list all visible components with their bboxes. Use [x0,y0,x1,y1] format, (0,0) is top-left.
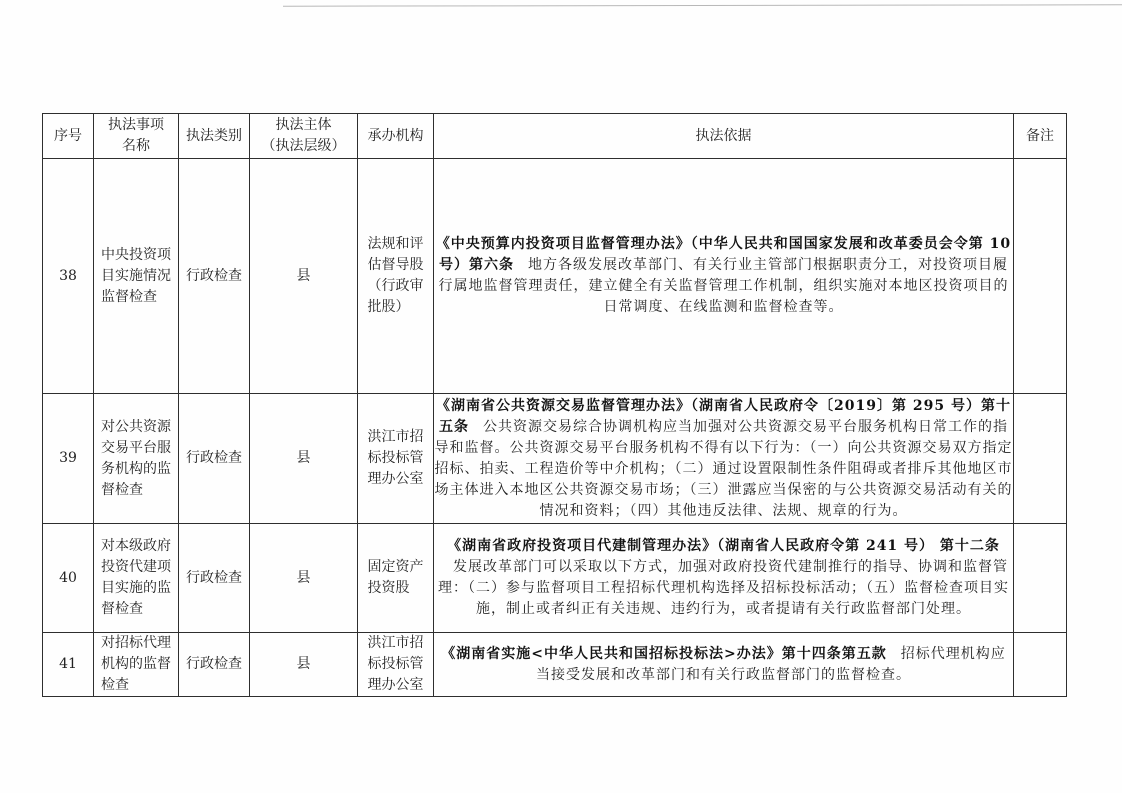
cell-basis [434,394,1014,524]
basis-law-text: 招标代理机构应当接受发展和改革部门和有关行政监督部门的监督检查。 [536,645,1006,683]
cell-agency [358,633,434,697]
cell-no: 41 [43,633,94,697]
basis-law-title: 《中央预算内投资项目监督管理办法》（中华人民共和国国家发展和改革委员会令第 10 号）第六条 [435,236,1012,273]
cell-remark [1014,524,1067,633]
header-category: 执法类别 [179,114,250,159]
header-basis: 执法依据 [434,114,1014,159]
cell-item-name [94,633,179,697]
table-row [43,524,1067,633]
basis-law-text: 公共资源交易综合协调机构应当加强对公共资源交易平台服务机构日常工作的指导和监督。公共资源交易平台服务机构不得有以下行为：（一）向公共资源交易双方指定招标、拍卖、工程造价等中介机构；（二）通过设置限制性条件阻碍或者排斥其他地区市场主体进入本地区公共资源交易市场；（三）泄露应当保密的与公共资源交易活动有关的情况和资料；（四）其他违反法律、法规、规章的行为。 [434,418,1013,519]
header-item-name-line-2: 名称 [122,138,150,154]
header-no: 序号 [43,114,94,159]
agency-text: 固定资产投资股 [367,559,424,596]
header-agency: 承办机构 [358,114,434,159]
cell-category: 行政检查 [179,159,250,394]
basis-law-title: 《湖南省政府投资项目代建制管理办法》（湖南省人民政府令第 241 号） 第十二条 [447,538,1000,554]
cell-agency [358,524,434,633]
table-header-row [43,114,1067,159]
header-item-name [94,114,179,159]
agency-text: 洪江市招标投标管理办公室 [367,429,424,487]
cell-level: 县 [250,524,358,633]
agency-text: 洪江市招标投标管理办公室 [367,635,424,693]
agency-text: 法规和评估督导股（行政审批股） [367,236,424,315]
table-row [43,394,1067,524]
cell-remark [1014,159,1067,394]
cell-item-name [94,159,179,394]
header-subject-line-1: 执法主体 [275,117,332,133]
cell-category: 行政检查 [179,633,250,697]
cell-level: 县 [250,159,358,394]
cell-no: 39 [43,394,94,524]
scan-edge-line [283,4,1122,6]
cell-category: 行政检查 [179,394,250,524]
cell-category: 行政检查 [179,524,250,633]
cell-basis [434,524,1014,633]
table-row [43,159,1067,394]
cell-no: 40 [43,524,94,633]
cell-basis [434,633,1014,697]
cell-item-name [94,394,179,524]
header-remark: 备注 [1014,114,1067,159]
item-name-text: 对招标代理机构的监督检查 [101,635,171,693]
enforcement-table [42,113,1067,697]
cell-level: 县 [250,394,358,524]
cell-item-name [94,524,179,633]
basis-law-text: 发展改革部门可以采取以下方式，加强对政府投资代建制推行的指导、协调和监督管理：（二）参与监督项目工程招标代理机构选择及招标投标活动；（五）监督检查项目实施，制止或者纠正有关违规、违约行为，或者提请有关行政监督部门处理。 [438,559,1009,617]
basis-law-title: 《湖南省实施<中华人民共和国招标投标法>办法》第十四条第五款 [441,645,887,662]
header-item-name-line-1: 执法事项 [108,117,164,133]
header-subject-line-2: （执法层级） [261,138,346,154]
basis-law-title: 《湖南省公共资源交易监督管理办法》（湖南省人民政府令〔2019〕第 295 号）第十五条 [436,397,1011,435]
cell-level: 县 [250,633,358,697]
cell-basis [434,159,1014,394]
table-row [43,633,1067,697]
cell-remark [1014,394,1067,524]
cell-agency [358,394,434,524]
cell-agency [358,159,434,394]
item-name-text: 对本级政府投资代建项目实施的监督检查 [101,538,171,617]
item-name-text: 对公共资源交易平台服务机构的监督检查 [101,418,171,498]
header-subject [250,114,358,159]
cell-remark [1014,633,1067,697]
basis-law-text: 地方各级发展改革部门、有关行业主管部门根据职责分工，对投资项目履行属地监督管理责任，建立健全有关监督管理工作机制，组织实施对本地区投资项目的日常调度、在线监测和监督检查等。 [438,257,1009,315]
cell-no: 38 [43,159,94,394]
item-name-text: 中央投资项目实施情况监督检查 [101,246,171,305]
